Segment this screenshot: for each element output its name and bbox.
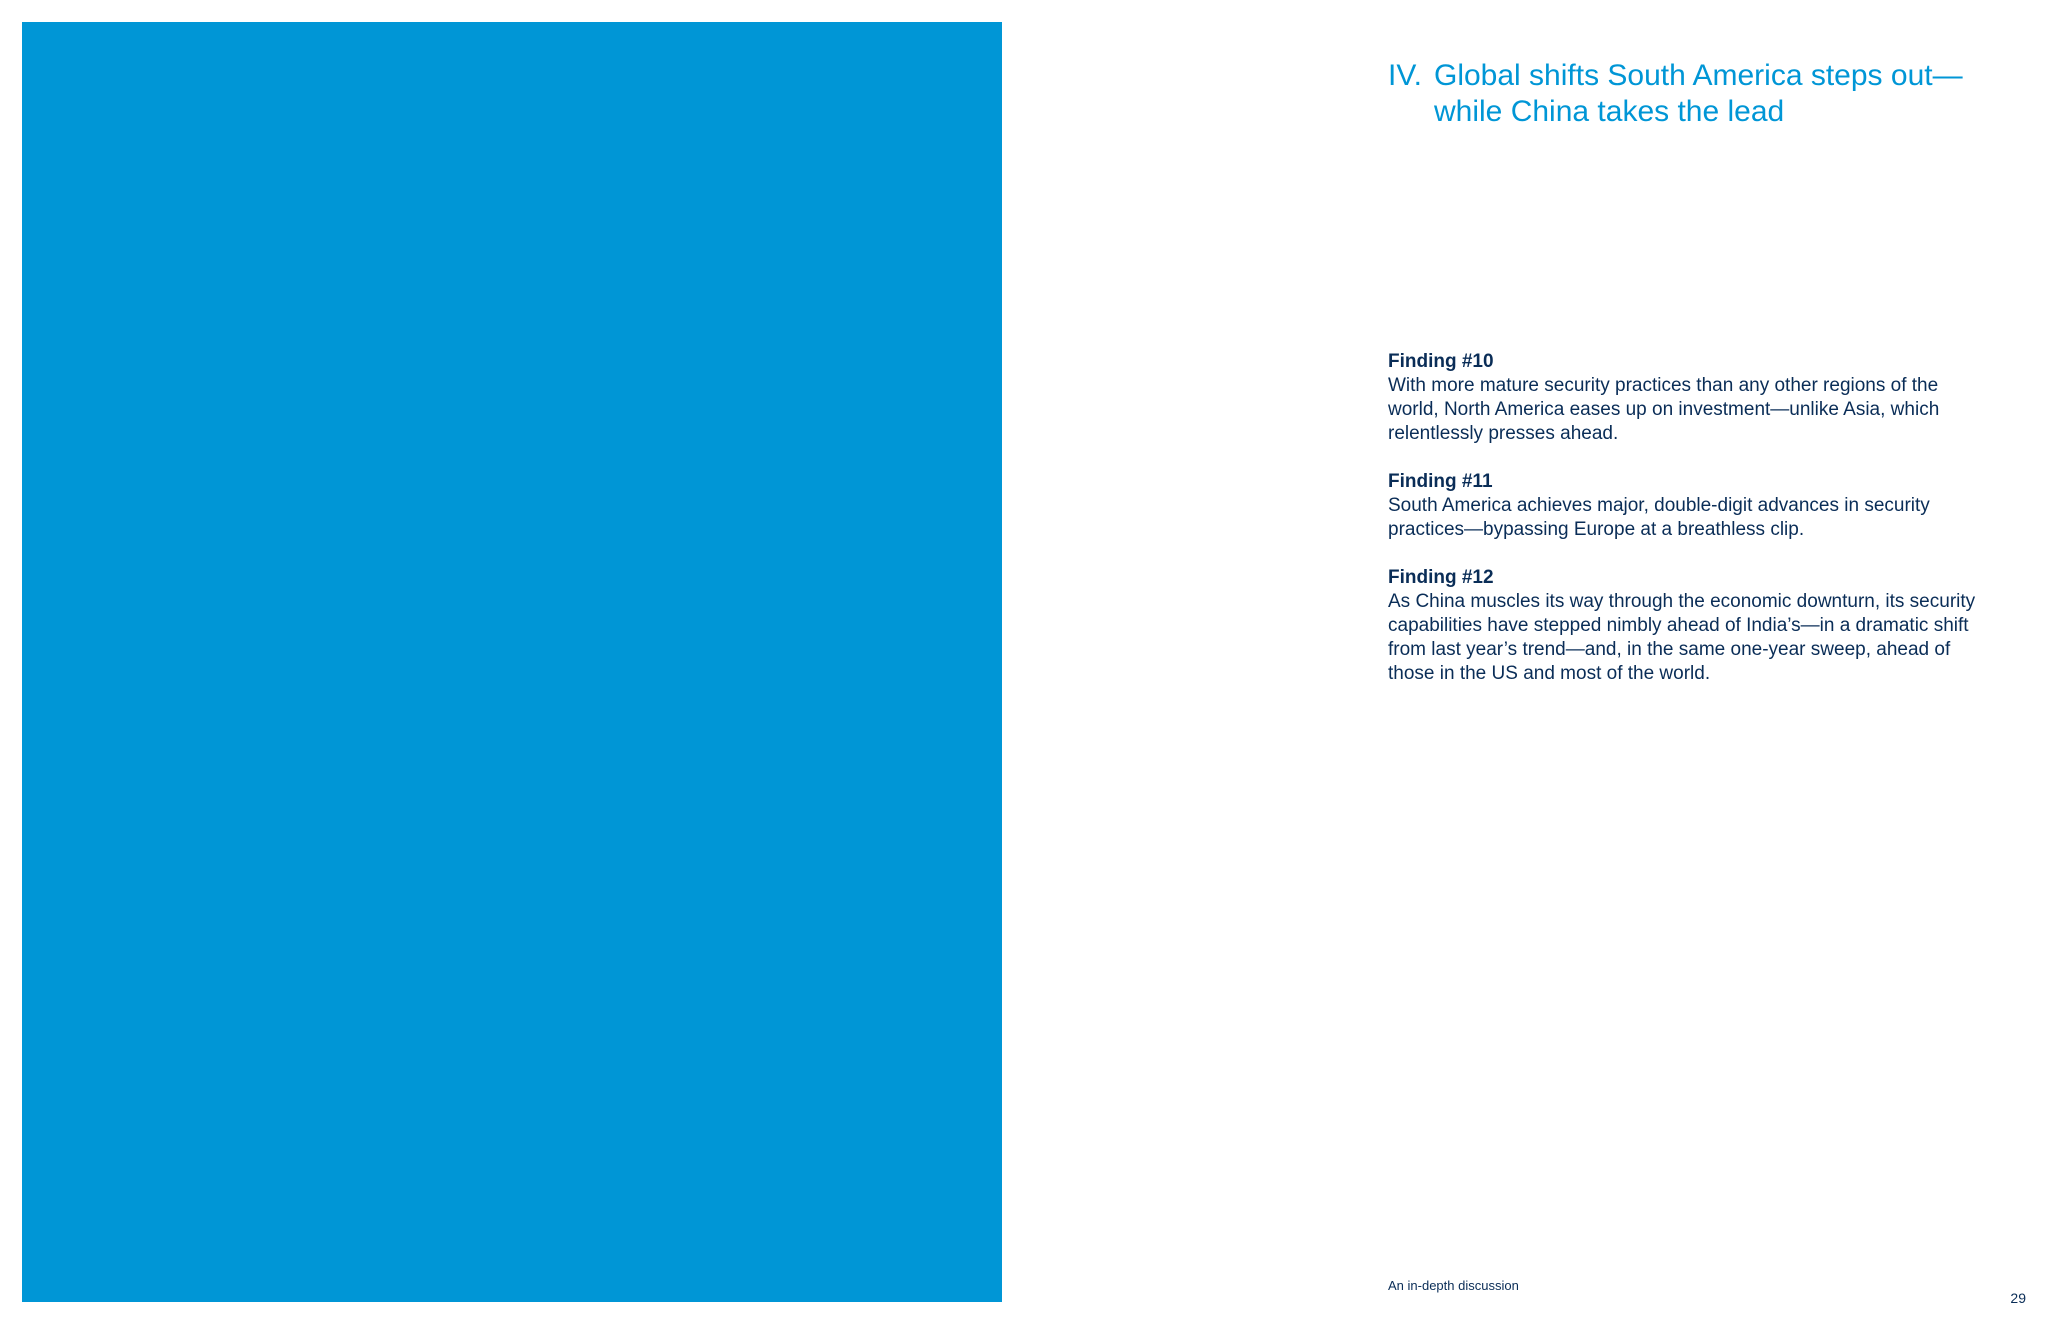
finding-item	[1388, 470, 1988, 542]
finding-title: Finding #10	[1388, 351, 1494, 372]
finding-title: Finding #12	[1388, 567, 1494, 588]
section-numeral: IV.	[1388, 59, 1422, 93]
finding-text: With more mature security practices than any other regions of the world, North America eases up on investment—unlike Asia, which relentlessly presses ahead.	[1388, 375, 1940, 444]
finding-item	[1388, 566, 1988, 686]
finding-text: South America achieves major, double-digit advances in security practices—bypassing Europe at a breathless clip.	[1388, 495, 1930, 540]
finding-item	[1388, 350, 1988, 446]
findings-list	[1388, 350, 1988, 710]
footer-label: An in-depth discussion	[1388, 1278, 1519, 1293]
section-heading	[1388, 58, 1988, 130]
section-title: Global shifts South America steps out—while China takes the lead	[1434, 59, 1963, 129]
blue-color-panel	[22, 22, 1002, 1302]
finding-text: As China muscles its way through the economic downturn, its security capabilities have stepped nimbly ahead of India’s—in a dramatic shift from last year’s trend—and, in the same one-year sweep, ahead of those in the US and most of the world.	[1388, 591, 1976, 684]
page-number: 29	[2010, 1290, 2026, 1306]
finding-title: Finding #11	[1388, 471, 1493, 492]
